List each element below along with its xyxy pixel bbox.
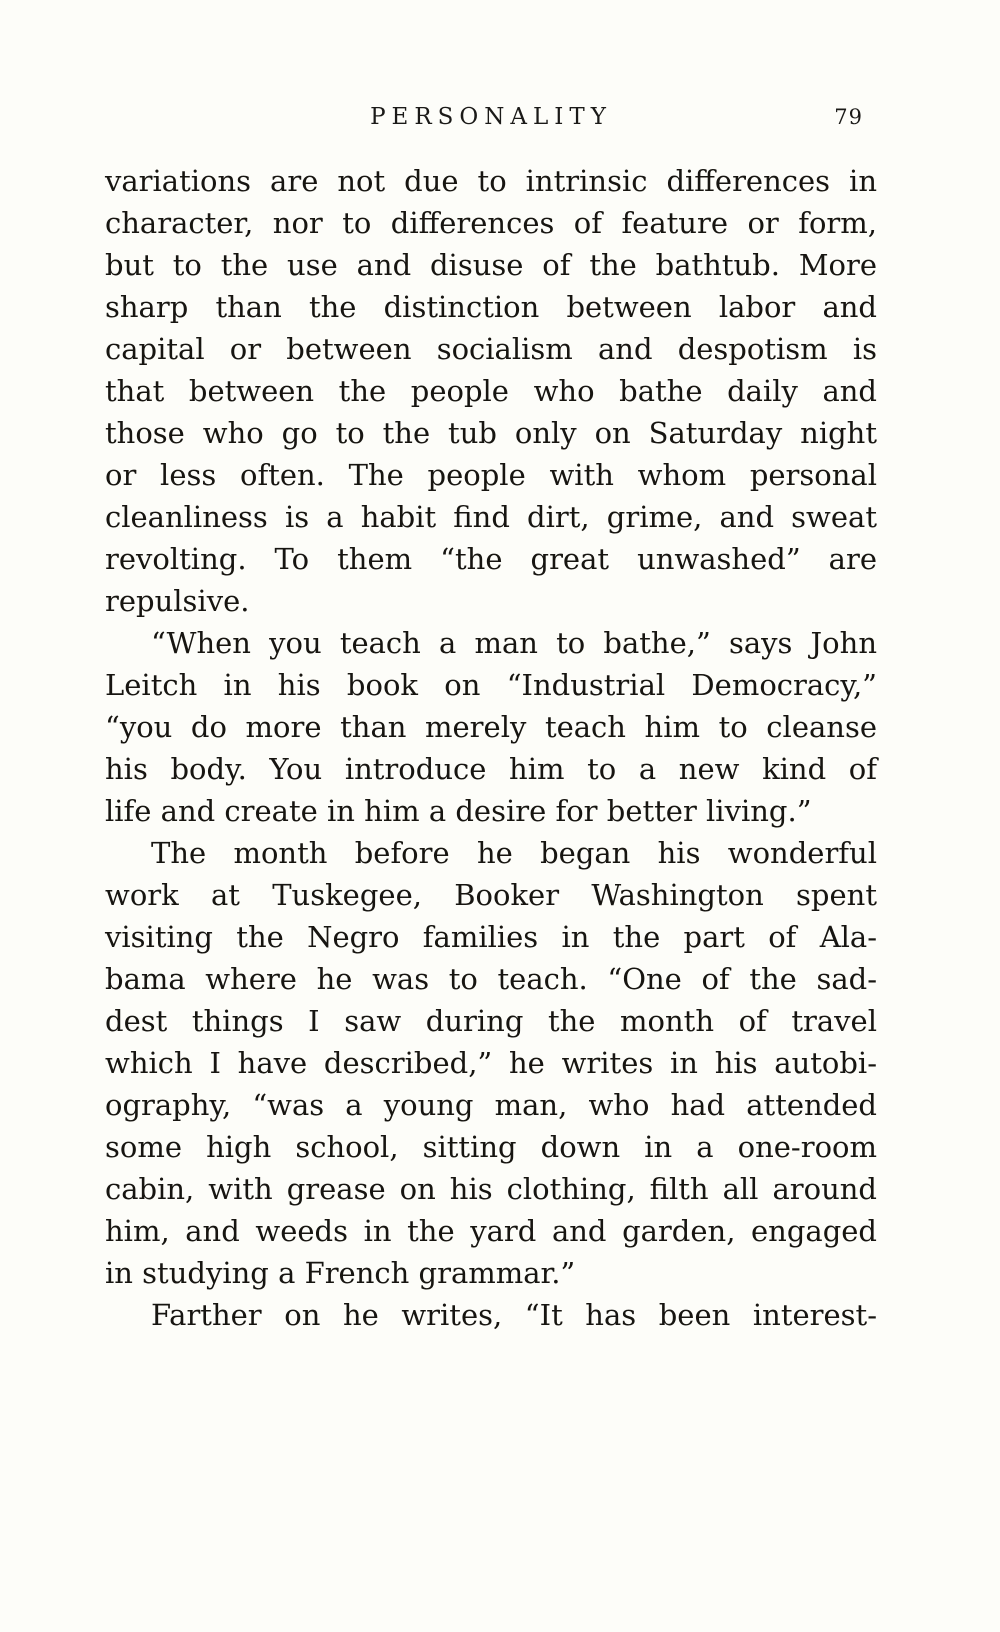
text-line: dest things I saw during the month of travel [105,1004,877,1038]
text-line: The month before he began his wonderful [151,836,877,870]
text-line: Farther on he writes, “It has been interest- [151,1298,877,1332]
text-line: him, and weeds in the yard and garden, engaged [105,1214,877,1248]
text-line: “you do more than merely teach him to cleanse [105,710,877,744]
text-line: work at Tuskegee, Booker Washington spent [105,878,877,912]
text-line: in studying a French grammar.” [105,1256,576,1290]
text-line: variations are not due to intrinsic differences in [105,164,877,198]
text-line: life and create in him a desire for better living.” [105,794,812,828]
text-line: cabin, with grease on his clothing, filth all around [105,1172,877,1206]
text-line: Leitch in his book on “Industrial Democracy,” [105,668,877,702]
text-line: but to the use and disuse of the bathtub. More [105,248,877,282]
body-text [105,160,877,1336]
text-line: bama where he was to teach. “One of the sad- [105,962,877,996]
text-line: some high school, sitting down in a one-room [105,1130,877,1164]
text-line: cleanliness is a habit find dirt, grime, and sweat [105,500,877,534]
text-line: ography, “was a young man, who had attended [105,1088,877,1122]
text-line: repulsive. [105,584,250,618]
text-line: sharp than the distinction between labor and [105,290,877,324]
text-line: revolting. To them “the great unwashed” are [105,542,877,576]
text-line: character, nor to differences of feature or form, [105,206,877,240]
text-line: “When you teach a man to bathe,” says John [151,626,877,660]
text-line: capital or between socialism and despotism is [105,332,877,366]
running-title: PERSONALITY [370,104,612,130]
text-line: visiting the Negro families in the part of Ala- [105,920,877,954]
page-number: 79 [834,105,863,129]
text-line: or less often. The people with whom personal [105,458,877,492]
text-line: his body. You introduce him to a new kind of [105,752,877,786]
text-line: which I have described,” he writes in his autobi- [105,1046,877,1080]
page-header [105,104,877,138]
text-line: that between the people who bathe daily and [105,374,877,408]
text-line: those who go to the tub only on Saturday night [105,416,877,450]
